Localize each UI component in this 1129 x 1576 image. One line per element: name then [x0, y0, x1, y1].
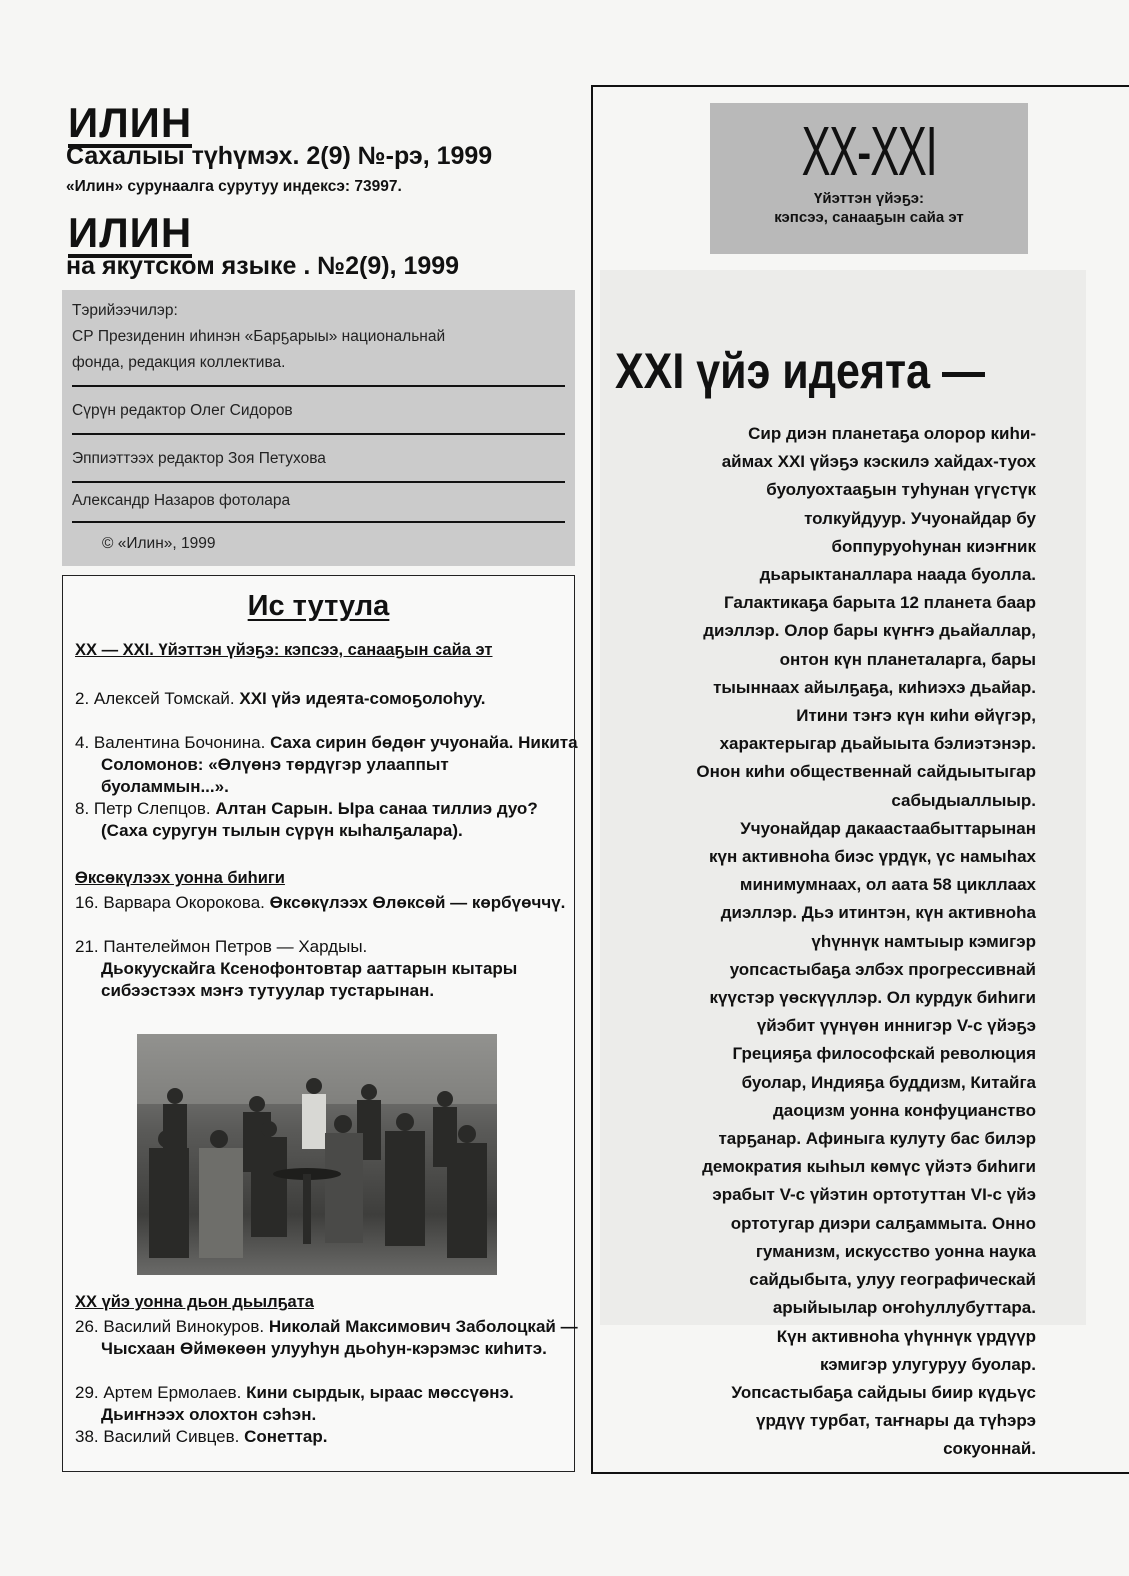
article-line: күүстэр үөскүүллэр. Ол курдук биһиги: [709, 988, 1036, 1008]
article-line: күн активноһа биэс үрдүк, үс намыһах: [708, 847, 1036, 867]
table-of-contents: [62, 575, 578, 1472]
article-line: тыыннаах айылҕаҕа, киһиэхэ дьайар.: [713, 677, 1036, 697]
article-line: толкуйдуур. Учуонайдар бу: [804, 508, 1036, 528]
contents-entry[interactable]: 26. Василий Винокуров. Николай Максимович Заболоцкай — Чысхаан Өймөкөөн улууһун дьоһун-кэрэмэс киһитэ.: [75, 1317, 578, 1358]
credits-box: [62, 290, 575, 566]
article-line: кэмигэр улугуруу буолар.: [819, 1354, 1036, 1374]
group-photo-illustration: [137, 1034, 497, 1275]
article-line: онтон күн планеталарга, бары: [779, 649, 1036, 669]
rubric-box: [710, 103, 1028, 254]
founders-label: Тэрийээчилэр:: [72, 302, 178, 319]
article-line: тарҕанар. Афиныга кулуту бас билэр: [718, 1129, 1036, 1149]
founders-line: фонда, редакция коллектива.: [72, 354, 286, 371]
article-line: сокуоннай.: [943, 1439, 1036, 1459]
photo-credit: Александр Назаров фотолара: [72, 492, 291, 509]
managing-editor: Эппиэттээх редактор Зоя Петухова: [72, 450, 326, 467]
contents-entry[interactable]: 29. Артем Ермолаев. Кини сырдык, ыраас мөссүөнэ. Дьиҥнээх олохтон сэһэн.: [75, 1383, 514, 1424]
founders-line: СР Президенин иһинэн «Барҕарыы» национальнай: [72, 328, 446, 345]
divider: [72, 385, 565, 387]
article-line: Сир диэн планетаҕа олорор киһи-: [748, 424, 1036, 443]
article-line: ортотугар диэри салҕаммыта. Онно: [730, 1213, 1036, 1233]
rubric-subtitle: кэпсээ, санааҕын сайа эт: [774, 209, 964, 226]
subscription-index: «Илин» сурунаалга сурутуу индексэ: 73997.: [66, 178, 402, 195]
group-photo: [137, 1034, 497, 1275]
divider: [72, 481, 565, 483]
copyright: © «Илин», 1999: [102, 535, 216, 552]
article-line: диэллэр. Дьэ итинтэн, күн активноһа: [720, 903, 1036, 923]
article-line: буолуохтааҕын туһунан үгүстүк: [766, 480, 1036, 500]
divider: [72, 521, 565, 523]
article-line: уопсастыбаҕа элбэх прогрессивнай: [729, 959, 1036, 979]
article-line: дьарыктаналлара наада буолла.: [759, 565, 1036, 585]
article-line: даоцизм уонна конфуцианство: [772, 1100, 1036, 1120]
article-line: Уопсастыбаҕа сайдыы биир күдьүс: [731, 1382, 1036, 1402]
article-line: Күн активноһа үһүннүк үрдүүр: [776, 1326, 1036, 1346]
contents-title: Ис тутула: [247, 590, 390, 622]
contents-section-heading[interactable]: ХХ — ХХI. Үйэттэн үйэҕэ: кэпсээ, санааҕын сайа эт: [75, 641, 493, 659]
article-line: демократия кыһыл көмүс үйэтэ биһиги: [702, 1157, 1036, 1177]
divider: [72, 433, 565, 435]
article-line: Галактикаҕа барыта 12 планета баар: [723, 593, 1036, 613]
article-line: гуманизм, искусство уонна наука: [755, 1241, 1036, 1261]
rubric-subtitle: Үйэттэн үйэҕэ:: [814, 190, 924, 207]
article-line: характерыгар дьайыыта бэлиэтэнэр.: [719, 734, 1036, 754]
article-line: арыйыылар оҥоһуллубуттара.: [772, 1298, 1036, 1318]
contents-entry[interactable]: 4. Валентина Бочонина. Саха сирин бөдөҥ учуонайа. Никита Соломонов: «Өлүөнэ төрдүгэр улааппыт буоламмын...».: [75, 733, 578, 796]
contents-entry[interactable]: 16. Варвара Окорокова. Өксөкүлээх Өлөксөй — көрбүөччү.: [75, 893, 566, 912]
article-line: Грецияҕа философскай революция: [732, 1044, 1036, 1064]
article-line: сабыдыаллыыр.: [891, 790, 1036, 810]
article-line: буолар, Индияҕа буддизм, Китайга: [741, 1072, 1036, 1092]
issue-sakha: Сахалыы түһүмэх. 2(9) №-рэ, 1999: [66, 142, 493, 170]
article-line: үһүннүк намтыыр кэмигэр: [811, 931, 1036, 951]
article-line: аймах XXI үйэҕэ кэскилэ хайдах-туох: [721, 452, 1036, 472]
issue-ru: на якутском языке . №2(9), 1999: [66, 252, 460, 280]
chief-editor: Сүрүн редактор Олег Сидоров: [72, 402, 293, 419]
article-title: XXI үйэ идеята —: [615, 343, 985, 399]
article-line: диэллэр. Олор бары күҥҥэ дьайаллар,: [703, 621, 1036, 641]
article-line: Онон киһи общественнай сайдыытыгар: [696, 762, 1036, 782]
magazine-logo: ИЛИН: [68, 99, 193, 146]
article-line: үрдүү турбат, таҥнары да түһэрэ: [756, 1411, 1036, 1431]
article-body: [600, 420, 1036, 1464]
contents-entry[interactable]: 8. Петр Слепцов. Алтан Сарын. Ыра санаа тиллиэ дуо? (Саха суругун тылын сүрүн кыһалҕалара).: [75, 799, 538, 840]
contents-section-heading[interactable]: ХХ үйэ уонна дьон дьылҕата: [75, 1293, 314, 1311]
contents-section-heading[interactable]: Өксөкүлээх уонна биһиги: [75, 869, 285, 887]
article-line: Итини тэҥэ күн киһи өйүгэр,: [796, 706, 1036, 726]
article-line: Учуонайдар дакаастаабыттарынан: [740, 818, 1036, 838]
article-line: минимумнаах, ол аата 58 цикллаах: [739, 875, 1036, 895]
article-line: эрабыт V-с үйэтин ортотуттан VI-с үйэ: [712, 1185, 1036, 1205]
article-line: үйэбит үүнүөн иннигэр V-с үйэҕэ: [756, 1016, 1036, 1036]
article-line: сайдыбыта, улуу географическай: [749, 1270, 1036, 1290]
contents-entry[interactable]: 21. Пантелеймон Петров — Хардыы. Дьокуускайга Ксенофонтовтар ааттарын кытары сибээстээх мэҥэ тутуулар тустарынан.: [75, 937, 518, 1000]
contents-entry[interactable]: 2. Алексей Томскай. XXI үйэ идеята-сомоҕолоһуу.: [75, 689, 486, 708]
rubric-title: XX-XXI: [801, 112, 937, 190]
contents-entry[interactable]: 38. Василий Сивцев. Сонеттар.: [75, 1427, 328, 1446]
magazine-logo-ru: ИЛИН: [68, 209, 193, 256]
article-line: боппуруоһунан киэҥник: [831, 536, 1036, 556]
